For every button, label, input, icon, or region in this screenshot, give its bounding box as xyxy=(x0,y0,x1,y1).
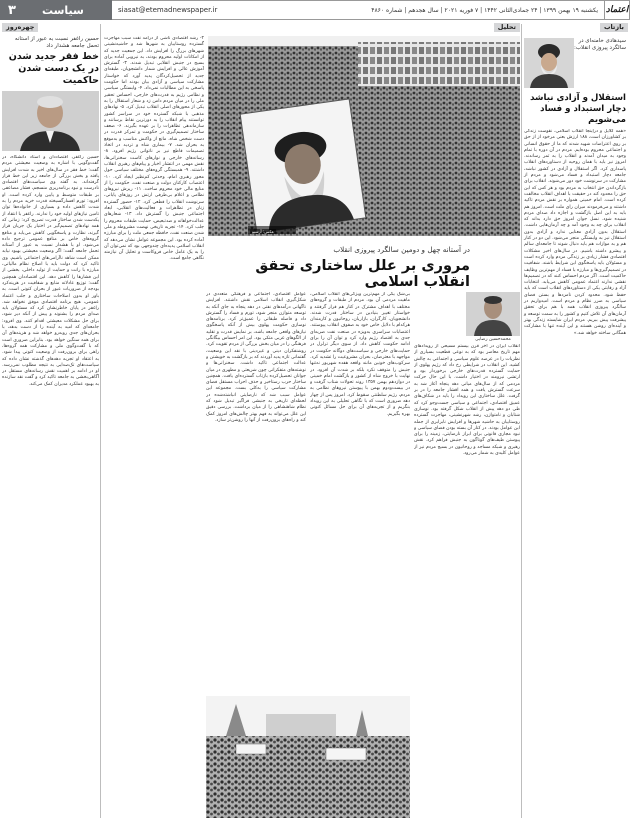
left-column xyxy=(2,36,99,818)
left-portrait xyxy=(2,91,99,151)
author-portrait-icon xyxy=(466,292,520,336)
crowd-photo-icon xyxy=(206,696,410,818)
section-name: سیاست xyxy=(41,3,84,17)
left-body: حسین راغفر، اقتصاددان و استاد دانشگاه، در گفت‌وگویی با اشاره به وضعیت معیشتی مردم گفت: خط فقر در سال‌های اخیر به شدت افزایش یافته و بخش بزرگی از جامعه زیر این خط قرار گرفته‌اند. به گفته وی سیاست‌های اقتصادی نادرست و نبود برنامه‌ریزی منسجم، فشار مضاعفی بر طبقات متوسط و پایین وارد کرده است. او افزود: تورم افسارگسیخته قدرت خرید مردم را به شدت کاهش داده و بسیاری از خانواده‌ها توان تامین نیازهای اولیه خود را ندارند. راغفر با انتقاد از یکدست شدن ساختار قدرت تصریح کرد: زمانی که همه نهادهای تصمیم‌گیر در اختیار یک جریان قرار گیرند، نظارت و پاسخگویی کاهش می‌یابد و منافع گروه‌های خاص بر منافع عمومی ترجیح داده می‌شود. او با هشدار نسبت به عبور از آستانه تحمل جامعه گفت: اگر وضعیت معیشتی بهبود نیابد ممکن است شاهد ناآرامی‌های اجتماعی باشیم. وی تاکید کرد که دولت باید با اصلاح نظام مالیاتی، مبارزه با رانت و حمایت از تولید داخلی، بخشی از این فشارها را کاهش دهد. این اقتصاددان همچنین گفت: توزیع عادلانه منابع و شفافیت در هزینه‌کرد بودجه از ضروریات عبور از بحران کنونی است. به باور او بدون اصلاحات ساختاری و جلب اعتماد عمومی، هیچ برنامه اقتصادی موفق نخواهد شد. راغفر در پایان خاطرنشان کرد که مسئولان باید صدای مردم را بشنوند و پیش از آنکه دیر شود، برای حل مشکلات معیشتی اقدام کنند. وی افزود: جامعه‌ای که امید به آینده را از دست بدهد، با بحران‌های جدی روبه‌رو خواهد شد و هزینه‌های آن برای همه سنگین خواهد بود. بنابراین ضروری است که با گفت‌وگوی ملی و مشارکت همه گروه‌ها، راهی برای برون‌رفت از وضعیت کنونی پیدا شود. به اعتقاد او تجربه دهه‌های گذشته نشان داده که سیاست‌های تک‌صدایی به نتیجه مطلوب نمی‌رسد. او در ادامه بر اهمیت نقش رسانه‌های مستقل در آگاهی‌بخشی به جامعه تاکید کرد و گفت نقد سازنده به بهبود عملکرد مدیران کمک می‌کند. xyxy=(2,155,99,387)
main-col1-top xyxy=(414,292,464,339)
tag-middle: تحلیل xyxy=(494,23,520,32)
main-article-col3: عوامل اقتصادی، اجتماعی و فرهنگی متعددی در شکل‌گیری انقلاب اسلامی نقش داشتند. افزایش ناگهانی درآمدهای نفتی در دهه پنجاه به جای آنکه به توسعه متوازن منجر شود، تورم و فساد را گسترش داد و فاصله طبقاتی را عمیق‌تر کرد. برنامه‌های نوسازی حکومت پهلوی بیش از آنکه پاسخگوی نیازهای واقعی جامعه باشد، بر نمایش قدرت و تقلید از الگوهای غربی متکی بود. این امر احساس بیگانگی فرهنگی را در میان بخش بزرگی از مردم تقویت کرد. روشنفکران دینی و غیردینی با نقد این وضعیت، گفتمانی تازه پدید آوردند که بر بازگشت به خویشتن و عدالت اجتماعی تاکید داشت. سخنرانی‌ها و نوشته‌های متفکرانی چون شریعتی و مطهری در میان جوانان تحصیل‌کرده بازتاب گسترده‌ای یافت. همچنین ساختار حزب رستاخیز و حذف احزاب مستقل فضای مشارکت سیاسی را به‌کلی بست. مجموعه این عوامل سبب شد که نارضایتی انباشته‌شده در لحظه‌ای تاریخی به جنبشی فراگیر تبدیل شود که نظام شاهنشاهی را از میان برداشت. بررسی دقیق این علل می‌تواند به فهم بهتر چالش‌های امروز کمک کند و راه‌های برون‌رفت از آنها را روشن‌تر سازد. xyxy=(206,292,306,423)
column-divider xyxy=(100,24,101,818)
main-article-col1: انقلاب ایران در آخر قرن بیستم مسیحی از رویدادهای مهم تاریخ معاصر بود که به نوعی قطعیت بسیاری از نظریات را در عرصه علوم سیاسی و اجتماعی به چالش کشید. این انقلاب در شرایطی رخ داد که رژیم پهلوی از حمایت گسترده قدرت‌های خارجی برخوردار بود و ارتشی نیرومند در اختیار داشت. با این حال حرکت مردمی که از سال‌های میانی دهه پنجاه آغاز شد به سرعت گسترش یافت و همه اقشار جامعه را در بر گرفت. علل ساختاری این رویداد را باید در شکاف‌های عمیق اقتصادی، اجتماعی و سیاسی جست‌وجو کرد که طی دو دهه پیش از انقلاب شکل گرفته بود. نوسازی شتابان و نامتوازن، رشد شهرنشینی، مهاجرت گسترده روستاییان به حاشیه شهرها و افزایش نابرابری از جمله این عوامل بودند. در کنار آن بسته بودن فضای سیاسی و نبود مجاری قانونی برای ابراز نارضایتی، زمینه را برای پیوستن طیف‌های گوناگون به جنبش فراهم کرد. نقش رهبری و شبکه مساجد و روحانیون در بسیج مردم نیز از عوامل کلیدی به شمار می‌رود. xyxy=(414,344,520,457)
header-section-block xyxy=(0,0,112,20)
right-headline: استقلال و آزادی نباشد دچار استبداد و فساد می‌شویم xyxy=(530,93,626,125)
page-header xyxy=(0,0,630,20)
right-column xyxy=(522,36,628,818)
site-email[interactable]: siasat@etemadnewspaper.ir xyxy=(118,6,218,14)
top-photo-caption: عکس: آرشیو xyxy=(252,229,274,234)
cleric-portrait-icon xyxy=(524,38,574,88)
bottom-photo xyxy=(206,696,410,818)
logo-text: اعتماد xyxy=(605,5,629,15)
newspaper-logo xyxy=(604,0,630,20)
page-number: ۳ xyxy=(8,2,16,18)
main-article-col2: بی‌شک یکی از مهم‌ترین ویژگی‌های انقلاب اسلامی، ماهیت مردمی آن بود. مردم از طبقات و گروه‌های مختلف با اهداف مشترک در کنار هم قرار گرفتند و خواستار تغییر بنیادین در ساختار قدرت شدند. دانشجویان، کارگران، بازاریان، روحانیون و کارمندان هرکدام با دلایل خاص خود به صفوف انقلاب پیوستند. اعتصابات سراسری به‌ویژه در صنعت نفت ضربه‌ای جدی به اقتصاد رژیم وارد کرد و توان آن را برای ادامه حکومت کاهش داد. از سوی دیگر تزلزل در حمایت‌های خارجی و سیاست‌های دوگانه حکومت در مواجهه با معترضان، بحران مشروعیت را تشدید کرد. سرکوب‌های خونین مانند واقعه هفده شهریور نه‌تنها جنبش را متوقف نکرد بلکه بر شدت آن افزود. در نهایت با خروج شاه از کشور و بازگشت امام خمینی در دوازدهم بهمن ۱۳۵۷ روند تحولات شتاب گرفت و در بیست‌ودوم بهمن با پیوستن نیروهای نظامی به مردم، رژیم سلطنتی سقوط کرد. امروز پس از چهار دهه ضروری است که با نگاهی تحلیلی به این رویداد بنگریم و از تجربه‌های آن برای حل مسائل کنونی بهره بگیریم. xyxy=(310,292,410,417)
right-kicker: سیدهادی خامنه‌ای در سالگرد پیروزی انقلاب: xyxy=(574,38,626,51)
demonstration-photo-icon xyxy=(208,36,520,236)
main-kicker: در آستانه چهل و دومین سالگرد پیروزی انقلاب xyxy=(333,245,470,254)
author-name: محمدحسین رضایی xyxy=(475,337,511,342)
main-headline: مروری بر علل ساختاری تحقق انقلاب اسلامی xyxy=(255,258,470,290)
tag-right: بازتاب xyxy=(600,23,628,32)
top-photo xyxy=(208,36,520,236)
main-article-col4: ۲- رشد اقتصادی ناشی از درآمد نفت سبب مهاجرت گسترده روستاییان به شهرها شد و حاشیه‌نشینی شهرهای بزرگ را افزایش داد. این جمعیت جدید که از امکانات اولیه محروم بودند، به نیرویی آماده برای بسیج در جنبش انقلابی تبدیل شدند. ۳- گسترش آموزش عالی و افزایش شمار دانشجویان، طبقه‌ای جدید از تحصیل‌کردگان پدید آورد که خواستار مشارکت سیاسی و آزادی بیان بودند اما حکومت پاسخی به این مطالبات نمی‌داد. ۴- وابستگی سیاسی و نظامی رژیم به قدرت‌های خارجی، احساس تحقیر ملی را در میان مردم دامن زد و شعار استقلال را به یکی از محورهای اصلی انقلاب تبدیل کرد. ۵- نهادهای مذهبی با شبکه گسترده خود در سراسر کشور توانستند پیام انقلاب را به دورترین نقاط برسانند و سازماندهی تظاهرات را بر عهده بگیرند. ۶- ضعف ساختار تصمیم‌گیری در حکومت و تمرکز قدرت در دست شخص شاه، مانع از واکنش مناسب و به‌موقع به بحران شد. ۷- بیماری شاه و تردید در اتخاذ تصمیمات قاطع نیز بر ناتوانی رژیم افزود. ۸- رسانه‌های خارجی و نوارهای کاست سخنرانی‌ها، نقش مهمی در انتشار اخبار و پیام‌های رهبری انقلاب داشتند. ۹- همبستگی گروه‌های مختلف سیاسی حول محور رهبری امام، وحدتی کم‌نظیر ایجاد کرد. ۱۰- اعتصاب کارکنان دولت و صنعت نفت، حکومت را از منابع مالی خود محروم ساخت. ۱۱- ریزش نیروهای نظامی و اعلام بی‌طرفی ارتش در روزهای پایانی، سرنوشت انقلاب را قطعی کرد. ۱۲- حضور گسترده زنان در تظاهرات و فعالیت‌های انقلابی، ابعاد اجتماعی جنبش را گسترش داد. ۱۳- شعارهای عدالت‌خواهانه و ضدتبعیض، حمایت طبقات محروم را جلب کرد. ۱۴- تجربه تاریخی نهضت مشروطه و ملی شدن صنعت نفت، حافظه جمعی ملت را برای مبارزه آماده کرده بود. این مجموعه عوامل نشان می‌دهد که انقلاب اسلامی پدیده‌ای چندوجهی بود که نمی‌توان آن را به یک عامل خاص فروکاست و تحلیل آن نیازمند نگاهی جامع است. xyxy=(104,36,204,262)
left-kicker: حسین راغفر نسبت به عبور از آستانه تحمل جامعه هشدار داد xyxy=(14,36,99,49)
author-photo xyxy=(466,292,520,336)
right-portrait xyxy=(524,38,574,88)
tag-left: چهره‌روز xyxy=(2,23,38,32)
date-line: یکشنبه ۱۹ بهمن ۱۳۹۹ | ۲۴ جمادی‌الثانی ۱۴۴۲ | ۷ فوریه ۲۰۲۱ | سال هجدهم | شماره ۴۸۶۰ xyxy=(371,6,598,14)
header-info-bar xyxy=(112,0,604,20)
economist-portrait-icon xyxy=(2,91,99,151)
right-body: «همه گلایل و دراینجا انقلاب اسلامی، نقوست زندگی بر کشاورزان است، ۱۸۸ ارزش بعنی مرخود از از حق بر روی اعتراضات شهید شدند که ما از حقوق انسانی و اجتماعی محروم بوده‌ایم. مردم در آن دوره با تمام وجود به میدان آمدند و انقلاب را به ثمر رساندند. امروز نیز باید با همان روحیه از دستاوردهای انقلاب پاسداری کرد. اگر استقلال و آزادی در کشور نباشد، جامعه دچار استبداد و فساد می‌شود و مردم از مشارکت در سرنوشت خود دور می‌شوند. انقلاب برای بازگرداندن حق انتخاب به مردم بود و هر کس که این حق را محدود کند در حقیقت با اهداف انقلاب مخالفت کرده است. امام خمینی همواره بر نقش مردم تاکید داشتند و می‌فرمودند میزان رای ملت است. امروز هم باید به این اصل بازگشت و اجازه داد صدای مردم شنیده شود. نسل جوان امروز حق دارد بداند که انقلاب برای چه به وجود آمد و چه آرمان‌هایی داشت. استقلال بدون آزادی معنایی ندارد و آزادی بدون استقلال نیز به وابستگی منجر می‌شود. این دو در کنار هم و به موازات هم باید دنبال شوند تا جامعه‌ای سالم و پیشرو داشته باشیم. در سال‌های اخیر مشکلات اقتصادی فشار زیادی بر زندگی مردم وارد کرده است و مسئولان باید پاسخگوی این شرایط باشند. شفافیت در تصمیم‌گیری‌ها و مبارزه با فساد از مهم‌ترین وظایف حاکمیت است. اگر مردم احساس کنند که در تصمیم‌ها نقشی ندارند اعتماد عمومی کاهش می‌یابد. انتخابات آزاد و رقابتی یکی از دستاوردهای انقلاب است که باید حفظ شود. محدود کردن نامزدها و بستن فضای سیاسی به ضرر نظام و مردم است. امیدواریم در سالگرد پیروزی انقلاب همه با هم برای تحقق آرمان‌های آن تلاش کنیم و کشور را به سمت توسعه و پیشرفت پیش ببریم. مردم ایران شایسته زندگی بهتر و آینده‌ای روشن هستند و این آینده تنها با مشارکت همگانی ساخته خواهد شد.» xyxy=(524,129,626,336)
left-headline: خط فقر جدید شدن در یک دست شدن حاکمیت xyxy=(8,51,99,86)
